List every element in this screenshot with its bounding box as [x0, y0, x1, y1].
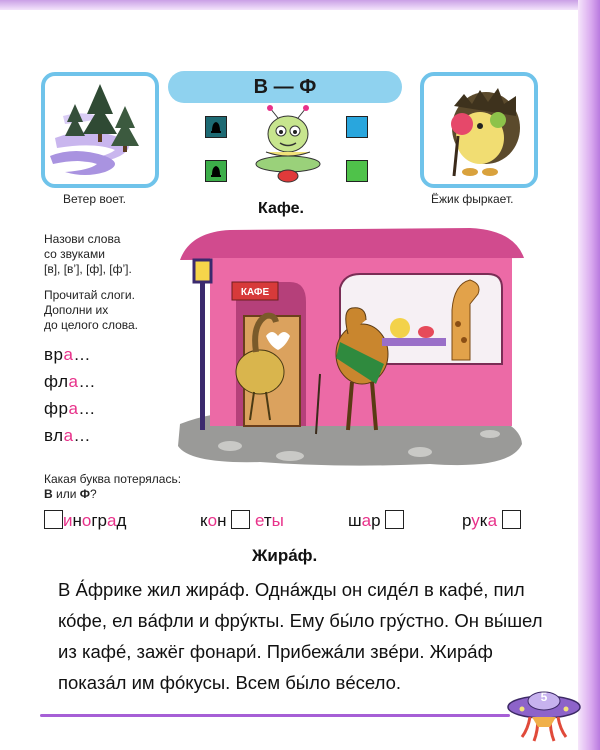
syllable-item	[44, 399, 96, 419]
word-part: гр	[91, 511, 108, 530]
bottom-divider	[40, 714, 510, 717]
word-part: ш	[348, 511, 362, 530]
hedgehog-icon	[424, 76, 534, 184]
word-part: н	[217, 511, 227, 530]
word-part: а	[487, 511, 498, 530]
cafe-illustration	[170, 224, 528, 470]
word-part: н	[72, 511, 82, 530]
syllable-item	[44, 345, 91, 365]
word-exercise	[200, 510, 284, 531]
cafe-title: Кафе.	[258, 200, 304, 217]
syllable-base: вр	[44, 345, 64, 364]
instruction-line: Дополни их	[44, 303, 109, 317]
word-part: и	[63, 511, 73, 530]
instruction-line: со звуками	[44, 247, 105, 261]
syllable-dots: …	[73, 426, 92, 445]
syllable-item	[44, 426, 91, 446]
option-separator: или	[52, 487, 80, 501]
question-mark: ?	[90, 487, 97, 501]
hedgehog-caption: Ёжик фыркает.	[431, 192, 514, 206]
syllable-base: вл	[44, 426, 64, 445]
syllable-vowel: а	[68, 399, 79, 418]
wind-trees-icon	[45, 76, 155, 184]
word-part: р	[462, 511, 472, 530]
syllable-dots: …	[73, 345, 91, 364]
word-exercise	[462, 510, 521, 531]
sound-bell-green-icon	[205, 160, 227, 182]
instruction-read-syllables	[44, 288, 174, 333]
instruction-line: Прочитай слоги.	[44, 288, 135, 302]
page-border-right	[578, 0, 600, 750]
word-part: к	[200, 511, 208, 530]
missing-letter-box[interactable]	[231, 510, 250, 529]
word-part: о	[81, 511, 92, 530]
word-part: т	[263, 511, 272, 530]
missing-letter-box[interactable]	[502, 510, 521, 529]
syllable-base: фл	[44, 372, 69, 391]
option-letter-v: В	[44, 487, 53, 501]
syllable-dots: …	[78, 399, 96, 418]
syllable-dots: …	[78, 372, 97, 391]
hedgehog-picture	[420, 72, 538, 188]
word-part: ы	[271, 511, 284, 530]
wind-picture	[41, 72, 159, 188]
sound-soft-square	[346, 116, 368, 138]
syllable-vowel: а	[63, 426, 74, 445]
word-part: к	[479, 511, 488, 530]
alien-icon	[248, 104, 328, 186]
missing-letter-box[interactable]	[385, 510, 404, 529]
story-text: В А́фрике жил жира́ф. Однáжды он сидéл в кафé, пил кóфе, ел вáфли и фрýкты. Ему бы́ло грýстно. Он вы́шел из кафé, зажёг фонари́. Прибежáли звéри. Жирáф показáл им фóкусы. Всем бы́ло вéсело.	[58, 579, 543, 693]
syllable-vowel: а	[63, 345, 74, 364]
syllable-vowel: а	[68, 372, 79, 391]
wind-caption: Ветер воет.	[63, 192, 127, 206]
syllable-base: фр	[44, 399, 69, 418]
word-part: у	[471, 511, 480, 530]
sound-green-square	[346, 160, 368, 182]
cafe-sign: КАФЕ	[240, 287, 270, 298]
word-part: р	[371, 511, 381, 530]
word-part: а	[361, 511, 372, 530]
syllable-item	[44, 372, 96, 392]
instruction-line: [в], [в’], [ф], [ф’].	[44, 262, 132, 276]
word-exercise	[348, 510, 404, 531]
question-options	[44, 487, 97, 501]
page-title: В — Ф	[168, 71, 402, 103]
word-part: о	[207, 511, 218, 530]
word-part: а	[107, 511, 117, 530]
instruction-line: до целого слова.	[44, 318, 139, 332]
page-number: 5	[540, 690, 548, 704]
page-border-top	[0, 0, 600, 10]
word-part: е	[254, 511, 264, 530]
question-line: Какая буква потерялась:	[44, 472, 182, 486]
story-title: Жира́ф.	[252, 546, 318, 565]
option-letter-f: Ф	[79, 487, 90, 501]
word-exercise	[44, 510, 126, 531]
missing-letter-box[interactable]	[44, 510, 63, 529]
instruction-line: Назови слова	[44, 232, 121, 246]
instruction-name-words	[44, 232, 174, 277]
sound-bell-icon	[205, 116, 227, 138]
word-part: д	[116, 511, 127, 530]
